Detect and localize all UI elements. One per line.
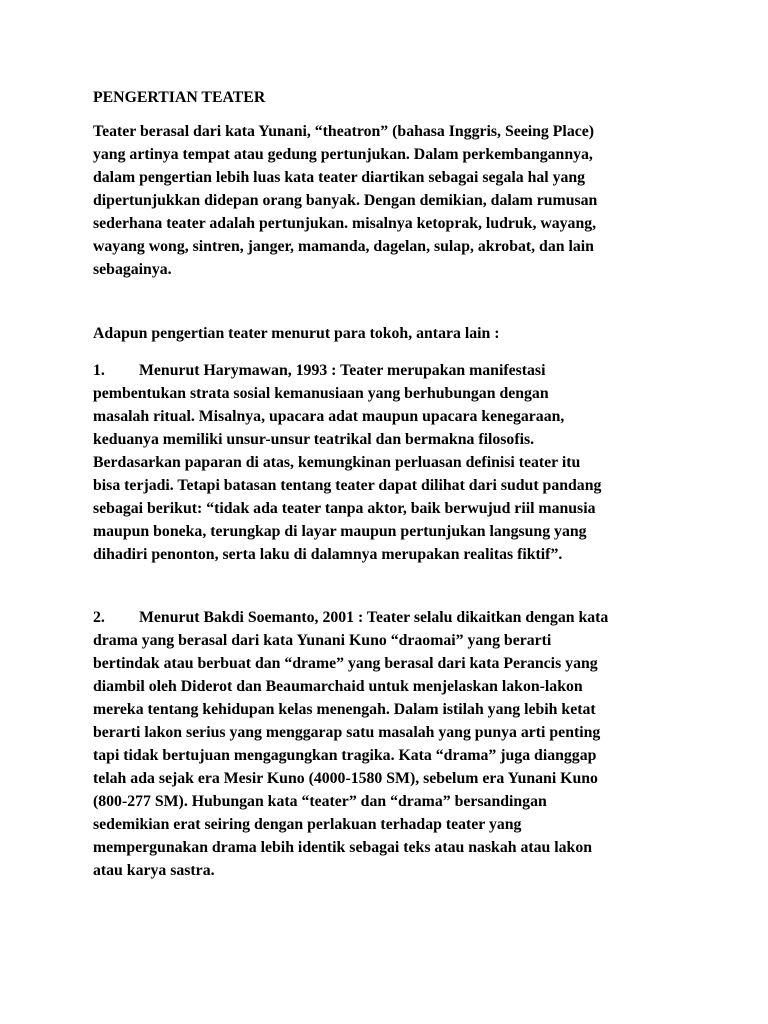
text-line: maupun boneka, terungkap di layar maupun pertunjukan langsung yang	[93, 523, 587, 540]
text-line: sebagai berikut: “tidak ada teater tanpa aktor, baik berwujud riil manusia	[93, 500, 596, 517]
text-line: dihadiri penonton, serta laku di dalamnya merupakan realitas fiktif”.	[93, 546, 563, 563]
text-line: sedemikian erat seiring dengan perlakuan terhadap teater yang	[93, 816, 522, 833]
text-line	[93, 606, 693, 629]
text-line: mereka tentang kehidupan kelas menengah. Dalam istilah yang lebih ketat	[93, 701, 596, 718]
text-line: pembentukan strata sosial kemanusiaan yang berhubungan dengan	[93, 385, 549, 402]
text-line: (800-277 SM). Hubungan kata “teater” dan “drama” bersandingan	[93, 793, 547, 810]
intro-paragraph	[93, 120, 693, 281]
text-line: sebagainya.	[93, 261, 172, 278]
text-line: bertindak atau berbuat dan “drame” yang berasal dari kata Perancis yang	[93, 655, 598, 672]
text-line	[93, 359, 693, 382]
item-first-line: Menurut Harymawan, 1993 : Teater merupakan manifestasi	[139, 362, 546, 379]
text-line: telah ada sejak era Mesir Kuno (4000-1580 SM), sebelum era Yunani Kuno	[93, 770, 598, 787]
text-line: sederhana teater adalah pertunjukan. misalnya ketoprak, ludruk, wayang,	[93, 215, 597, 232]
list-item-1	[93, 359, 693, 566]
text-line: dipertunjukkan didepan orang banyak. Dengan demikian, dalam rumusan	[93, 192, 598, 209]
item-first-line: Menurut Bakdi Soemanto, 2001 : Teater selalu dikaitkan dengan kata	[139, 609, 609, 626]
text-line: drama yang berasal dari kata Yunani Kuno “draomai” yang berarti	[93, 632, 552, 649]
list-item-2	[93, 606, 693, 882]
text-line: mempergunakan drama lebih identik sebagai teks atau naskah atau lakon	[93, 839, 593, 856]
text-line: Berdasarkan paparan di atas, kemungkinan perluasan definisi teater itu	[93, 454, 581, 471]
item-number: 2.	[93, 609, 105, 626]
document-title: PENGERTIAN TEATER	[93, 89, 266, 106]
text-line: atau karya sastra.	[93, 862, 215, 879]
text-line: wayang wong, sintren, janger, mamanda, dagelan, sulap, akrobat, dan lain	[93, 238, 594, 255]
section-lead-text: Adapun pengertian teater menurut para tokoh, antara lain :	[93, 325, 500, 342]
section-lead	[93, 322, 693, 345]
text-line: yang artinya tempat atau gedung pertunjukan. Dalam perkembangannya,	[93, 146, 593, 163]
text-line: bisa terjadi. Tetapi batasan tentang teater dapat dilihat dari sudut pandang	[93, 477, 602, 494]
item-number: 1.	[93, 362, 105, 379]
text-line: masalah ritual. Misalnya, upacara adat maupun upacara kenegaraan,	[93, 408, 565, 425]
text-line: tapi tidak bertujuan mengagungkan tragika. Kata “drama” juga dianggap	[93, 747, 597, 764]
text-line: dalam pengertian lebih luas kata teater diartikan sebagai segala hal yang	[93, 169, 586, 186]
text-line: diambil oleh Diderot dan Beaumarchaid untuk menjelaskan lakon-lakon	[93, 678, 583, 695]
text-line: keduanya memiliki unsur-unsur teatrikal dan bermakna filosofis.	[93, 431, 535, 448]
text-line: berarti lakon serius yang menggarap satu masalah yang punya arti penting	[93, 724, 601, 741]
text-line: Teater berasal dari kata Yunani, “theatron” (bahasa Inggris, Seeing Place)	[93, 123, 594, 140]
